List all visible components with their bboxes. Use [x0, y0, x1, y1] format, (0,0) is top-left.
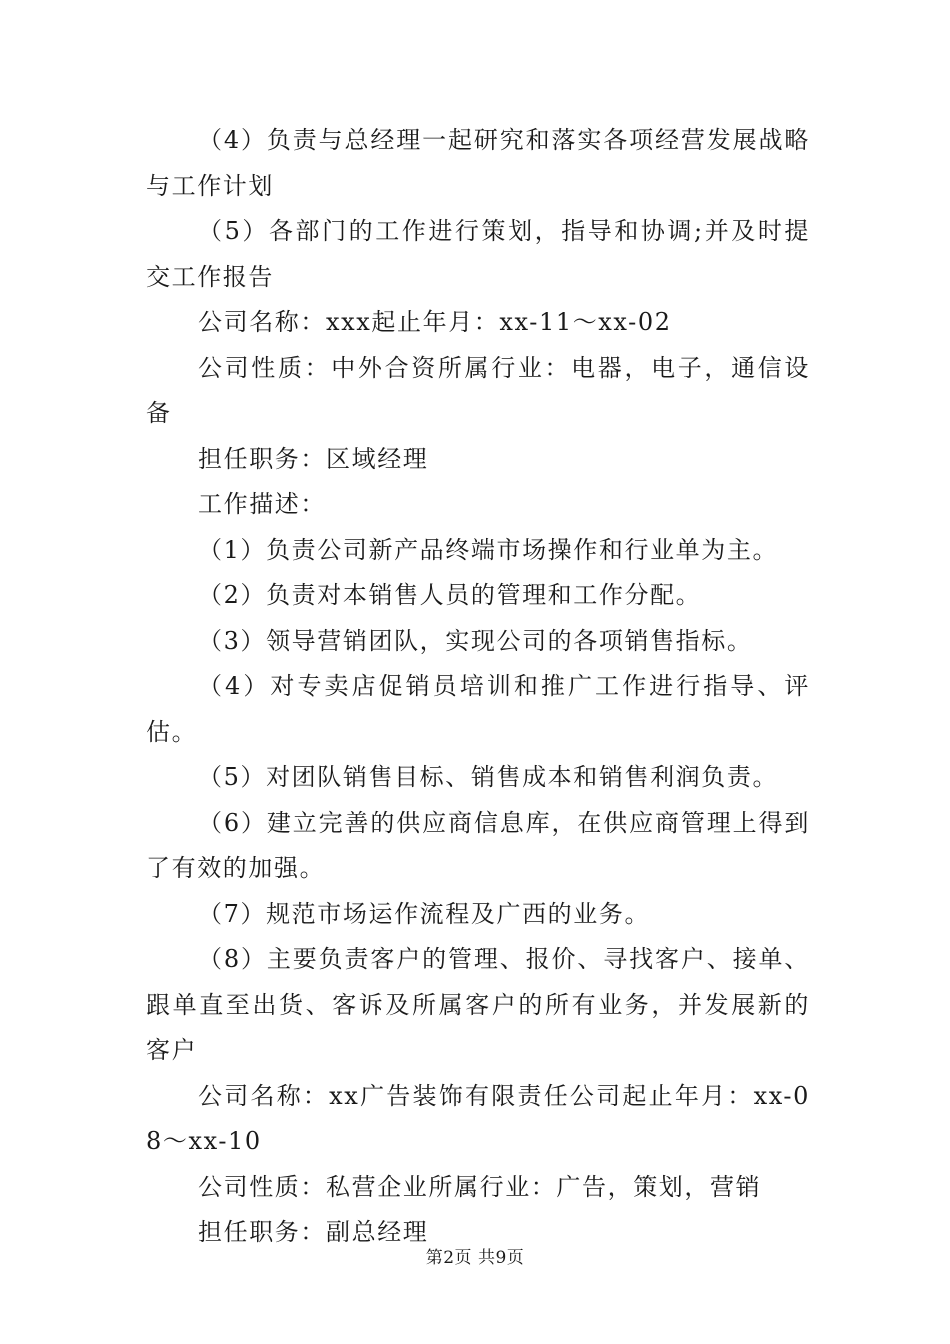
paragraph-company-nature-2: 公司性质：私营企业所属行业：广告，策划，营销 — [198, 1172, 762, 1201]
paragraph-position-2: 担任职务：副总经理 — [198, 1218, 429, 1246]
page-number-footer: 第2页 共9页 — [425, 1248, 525, 1268]
paragraph-task-1: （1）负责公司新产品终端市场操作和行业单为主。 — [198, 535, 779, 564]
paragraph-duty-4: （4）负责与总经理一起研究和落实各项经营发展战略与工作计划 — [146, 126, 810, 200]
paragraph-task-8: （8）主要负责客户的管理、报价、寻找客户、接单、跟单直至出货、客诉及所属客户的所有业务，并发展新的客户 — [146, 945, 810, 1064]
paragraph-task-4: （4）对专卖店促销员培训和推广工作进行指导、评估。 — [146, 672, 810, 746]
paragraph-company-name-2: 公司名称：xx广告装饰有限责任公司起止年月：xx-08～xx-10 — [146, 1081, 810, 1155]
paragraph-position: 担任职务：区域经理 — [198, 444, 429, 473]
paragraph-company-nature: 公司性质：中外合资所属行业：电器，电子，通信设备 — [146, 353, 810, 427]
paragraph-task-7: （7）规范市场运作流程及广西的业务。 — [198, 899, 651, 928]
paragraph-duty-5: （5）各部门的工作进行策划，指导和协调;并及时提交工作报告 — [146, 217, 810, 291]
paragraph-task-3: （3）领导营销团队，实现公司的各项销售指标。 — [198, 626, 753, 655]
paragraph-task-6: （6）建立完善的供应商信息库，在供应商管理上得到了有效的加强。 — [146, 808, 810, 882]
paragraph-task-2: （2）负责对本销售人员的管理和工作分配。 — [198, 581, 702, 609]
paragraph-company-name: 公司名称：xxx起止年月：xx-11～xx-02 — [198, 308, 672, 336]
document-body — [146, 118, 810, 1256]
paragraph-job-description-heading: 工作描述： — [198, 490, 326, 518]
paragraph-task-5: （5）对团队销售目标、销售成本和销售利润负责。 — [198, 763, 779, 791]
